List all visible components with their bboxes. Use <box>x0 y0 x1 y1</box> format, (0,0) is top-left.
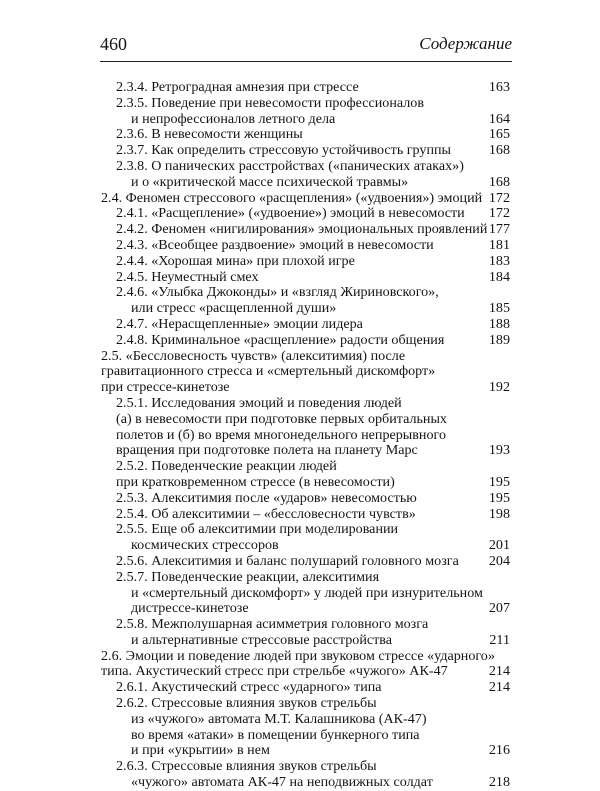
toc-entry <box>0 112 600 128</box>
toc-entry <box>0 728 600 744</box>
toc-entry-page: 216 <box>488 742 510 759</box>
toc-entry <box>0 396 600 412</box>
toc-entry-page: 165 <box>488 126 510 143</box>
toc-entry-title: и «смертельный дискомфорт» у людей при изнурительном <box>131 584 483 601</box>
toc-entry-title: 2.3.5. Поведение при невесомости профессионалов <box>116 94 424 111</box>
toc-entry <box>0 443 600 459</box>
toc-entry <box>0 428 600 444</box>
toc-entry <box>0 301 600 317</box>
toc-entry-title: и о «критической массе психической травмы» <box>131 173 409 190</box>
toc-entry <box>0 617 600 633</box>
toc-entry <box>0 333 600 349</box>
toc-entry <box>0 601 600 617</box>
toc-entry <box>0 522 600 538</box>
toc-entry-title: 2.5. «Бессловесность чувств» (алекситимия) после <box>101 347 406 364</box>
toc-entry <box>0 191 600 207</box>
toc-entry <box>0 570 600 586</box>
toc-entry-title: 2.5.8. Межполушарная асимметрия головного мозга <box>116 616 429 633</box>
toc-entry <box>0 507 600 523</box>
toc-entry-title: 2.6.1. Акустический стресс «ударного» типа <box>116 679 382 696</box>
toc-entry-page: 211 <box>489 631 510 648</box>
toc-entry-page: 192 <box>488 379 510 396</box>
toc-entry <box>0 459 600 475</box>
toc-entry-title: космических стрессоров <box>131 537 279 554</box>
toc-entry-title: при стрессе-кинетозе <box>101 379 230 396</box>
toc-entry-title: и альтернативные стрессовые расстройства <box>131 631 393 648</box>
toc-entry <box>0 664 600 680</box>
toc-entry <box>0 285 600 301</box>
toc-entry <box>0 317 600 333</box>
toc-entry <box>0 222 600 238</box>
toc-entry-title: полетов и (б) во время многонедельного непрерывного <box>116 426 446 443</box>
toc-entry <box>0 143 600 159</box>
toc-entry-title: 2.6. Эмоции и поведение людей при звуковом стрессе «ударного» <box>101 647 495 664</box>
toc-entry-page: 177 <box>488 221 510 238</box>
toc-entry-title: 2.5.5. Еще об алекситимии при моделировании <box>116 521 399 538</box>
toc-entry-title: 2.4.3. «Всеобщее раздвоение» эмоций в невесомости <box>116 236 434 253</box>
toc-entry-page: 193 <box>488 442 510 459</box>
toc-entry-title: 2.5.7. Поведенческие реакции, алекситимия <box>116 568 380 585</box>
toc-entry-title: 2.4.2. Феномен «нигилирования» эмоциональных проявлений <box>116 221 488 238</box>
toc-entry-page: 184 <box>488 268 510 285</box>
toc-entry-title: гравитационного стресса и «смертельный дискомфорт» <box>101 363 436 380</box>
toc-entry <box>0 206 600 222</box>
toc-entry <box>0 491 600 507</box>
running-header <box>100 34 512 60</box>
toc-entry-page: 185 <box>488 300 510 317</box>
toc-entry <box>0 270 600 286</box>
toc-entry-page: 207 <box>488 600 510 617</box>
toc-entry-title: 2.4.1. «Расщепление» («удвоение») эмоций в невесомости <box>116 205 465 222</box>
toc-entry-title: 2.5.3. Алекситимия после «ударов» невесомостью <box>116 489 417 506</box>
toc-entry-title: из «чужого» автомата М.Т. Калашникова (АК-47) <box>131 710 427 727</box>
toc-entry <box>0 96 600 112</box>
toc-entry-page: 168 <box>488 142 510 159</box>
toc-entry-page: 198 <box>488 505 510 522</box>
toc-entry-title: 2.3.8. О панических расстройствах («панических атаках») <box>116 157 464 174</box>
toc-entry <box>0 80 600 96</box>
toc-entry-title: во время «атаки» в помещении бункерного типа <box>131 726 420 743</box>
toc-entry <box>0 696 600 712</box>
toc-entry-page: 195 <box>488 489 510 506</box>
toc-entry-title: 2.4. Феномен стрессового «расщепления» («удвоения») эмоций <box>101 189 483 206</box>
toc-entry-title: 2.4.6. «Улыбка Джоконды» и «взгляд Жириновского», <box>116 284 439 301</box>
toc-entry-title: 2.3.6. В невесомости женщины <box>116 126 303 143</box>
toc-entry-page: 172 <box>488 205 510 222</box>
toc-entry <box>0 649 600 665</box>
toc-entry-title: 2.4.8. Криминальное «расщепление» радости общения <box>116 331 445 348</box>
toc-entry <box>0 254 600 270</box>
toc-entry-page: 188 <box>488 315 510 332</box>
toc-entry-title: 2.3.7. Как определить стрессовую устойчивость группы <box>116 142 452 159</box>
toc-entry-title: 2.4.5. Неуместный смех <box>116 268 259 285</box>
toc-entry <box>0 554 600 570</box>
toc-entry-title: 2.6.3. Стрессовые влияния звуков стрельбы <box>116 758 377 775</box>
toc-entry-title: и непрофессионалов летного дела <box>131 110 336 127</box>
toc-entry <box>0 412 600 428</box>
toc-entry <box>0 475 600 491</box>
toc-entry-page: 164 <box>488 110 510 127</box>
toc-entry <box>0 712 600 728</box>
toc-entry-title: 2.4.7. «Нерасщепленные» эмоции лидера <box>116 315 363 332</box>
toc-entry <box>0 159 600 175</box>
toc-entry-title: при кратковременном стрессе (в невесомости) <box>116 473 395 490</box>
toc-entry <box>0 743 600 759</box>
toc-entry-page: 168 <box>488 173 510 190</box>
toc-entry-title: 2.5.2. Поведенческие реакции людей <box>116 458 337 475</box>
toc-entry-page: 201 <box>488 537 510 554</box>
toc-entry <box>0 680 600 696</box>
page-number: 460 <box>100 34 127 54</box>
toc-entry-page: 181 <box>488 236 510 253</box>
toc-entry-page: 189 <box>488 331 510 348</box>
toc-entry-page: 172 <box>488 189 510 206</box>
toc-entry <box>0 775 600 791</box>
toc-entry-title: дистрессе-кинетозе <box>131 600 249 617</box>
toc-entry <box>0 349 600 365</box>
toc-entry-title: 2.5.4. Об алекситимии – «бессловесности чувств» <box>116 505 416 522</box>
toc-entry <box>0 586 600 602</box>
toc-entry <box>0 538 600 554</box>
toc-entry-page: 204 <box>488 552 510 569</box>
toc-entry-page: 183 <box>488 252 510 269</box>
toc-entry-title: (а) в невесомости при подготовке первых орбитальных <box>116 410 447 427</box>
toc-entry-page: 214 <box>488 663 510 680</box>
toc-entry <box>0 633 600 649</box>
toc-entry-page: 214 <box>488 679 510 696</box>
toc-entry-title: типа. Акустический стресс при стрельбе «чужого» АК-47 <box>101 663 448 680</box>
toc-entry-title: 2.5.6. Алекситимия и баланс полушарий головного мозга <box>116 552 459 569</box>
toc-entry-page: 218 <box>488 774 510 791</box>
toc-entry-page: 163 <box>488 79 510 95</box>
toc-entry-page: 195 <box>488 473 510 490</box>
table-of-contents <box>0 80 600 791</box>
toc-entry <box>0 364 600 380</box>
toc-entry <box>0 759 600 775</box>
toc-entry-title: 2.5.1. Исследования эмоций и поведения людей <box>116 394 402 411</box>
toc-entry-title: 2.6.2. Стрессовые влияния звуков стрельбы <box>116 695 377 712</box>
toc-entry-title: «чужого» автомата АК-47 на неподвижных солдат <box>131 774 433 791</box>
toc-entry <box>0 175 600 191</box>
toc-entry-title: или стресс «расщепленной души» <box>131 300 337 317</box>
toc-entry <box>0 127 600 143</box>
toc-entry-title: и при «укрытии» в нем <box>131 742 270 759</box>
toc-entry <box>0 380 600 396</box>
header-rule <box>100 61 512 62</box>
toc-entry-title: вращения при подготовке полета на планету Марс <box>116 442 418 459</box>
toc-entry <box>0 238 600 254</box>
toc-entry-title: 2.4.4. «Хорошая мина» при плохой игре <box>116 252 355 269</box>
running-title: Содержание <box>419 34 512 53</box>
toc-entry-title: 2.3.4. Ретроградная амнезия при стрессе <box>116 79 359 95</box>
